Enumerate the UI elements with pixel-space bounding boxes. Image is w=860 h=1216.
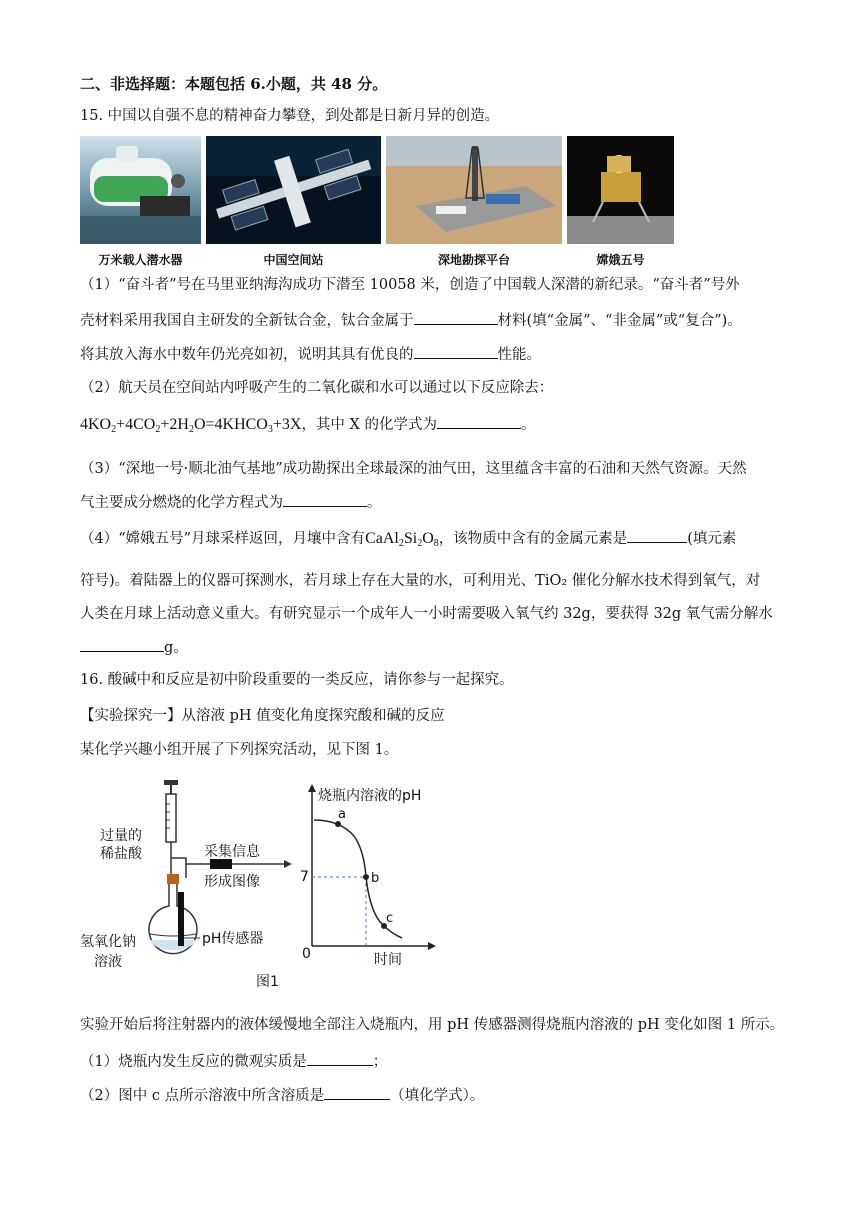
answer-blank-material[interactable] [414, 310, 498, 325]
q16-description: 实验开始后将注射器内的液体缓慢地全部注入烧瓶内，用 pH 传感器测得烧瓶内溶液的 pH 变化如图 1 所示。 [80, 1017, 785, 1033]
label-base-1: 氢氧化钠 [80, 934, 136, 950]
q16-stem: 16. 酸碱中和反应是初中阶段重要的一类反应，请你参与一起探究。 [80, 672, 514, 688]
label-acid-1: 过量的 [100, 828, 142, 844]
axis-y-label: 烧瓶内溶液的pH [318, 788, 422, 804]
q15-part1-line2: 壳材料采用我国自主研发的全新钛合金，钛合金属于 材料(填“金属”、“非金属”或“复合”)。 [80, 310, 742, 331]
answer-blank-water-mass[interactable] [80, 637, 164, 652]
q15-part2-line2: $4KO_2+4CO_2+2H_2O=4KHCO_3+3X$，其中 X 的化学式为 。 [80, 416, 536, 435]
label-acid-2: 稀盐酸 [100, 846, 142, 862]
q15-part3-line1: （3）“深地一号·顺北油气基地”成功勘探出全球最深的油气田，这里蕴含丰富的石油和天然气资源。天然 [80, 461, 747, 477]
answer-blank-micro-essence[interactable] [307, 1051, 373, 1066]
label-form-image: 形成图像 [204, 874, 260, 890]
axis-origin: 0 [302, 946, 311, 962]
label-point-a: a [338, 807, 346, 822]
q15-part4-line2: 符号)。着陆器上的仪器可探测水，若月球上存在大量的水，可利用光、TiO₂ 催化分解水技术得到氧气，对 [80, 573, 761, 589]
answer-blank-metal-elements[interactable] [627, 528, 687, 543]
point-b [363, 874, 369, 880]
photo-change5 [567, 136, 674, 244]
q15-part3-line2: 气主要成分燃烧的化学方程式为 。 [80, 492, 382, 513]
answer-blank-formula-x[interactable] [437, 414, 521, 429]
reaction-equation: $4KO_2+4CO_2+2H_2O=4KHCO_3+3X$ [80, 416, 302, 435]
label-base-2: 溶液 [94, 954, 122, 970]
photo-submersible [80, 136, 201, 244]
q15-part4-line4: g。 [80, 637, 188, 658]
caption-change5: 嫦娥五号 [596, 253, 645, 267]
caption-drilling-platform: 深地勘探平台 [437, 253, 510, 267]
flask-icon [149, 874, 197, 954]
answer-blank-property[interactable] [414, 344, 498, 359]
q15-stem: 15. 中国以自强不息的精神奋力攀登，到处都是日新月异的创造。 [80, 108, 500, 124]
q16-experiment-title: 【实验探究一】从溶液 pH 值变化角度探究酸和碱的反应 [80, 708, 445, 724]
q15-part1-line3: 将其放入海水中数年仍光亮如初，说明其具有优良的 性能。 [80, 344, 541, 365]
syringe-icon [164, 780, 178, 874]
label-point-b: b [371, 871, 380, 886]
q15-part4-line3: 人类在月球上活动意义重大。有研究显示一个成年人一小时需要吸入氧气约 32g，要获得 32g 氧气需分解水 [80, 606, 773, 622]
axis-tick-7: 7 [300, 869, 309, 885]
caption-space-station: 中国空间站 [263, 253, 324, 267]
q15-part2-line1: （2）航天员在空间站内呼吸产生的二氧化碳和水可以通过以下反应除去： [80, 380, 554, 396]
q16-intro: 某化学兴趣小组开展了下列探究活动，见下图 1。 [80, 742, 399, 758]
q15-part1-line1: （1）“奋斗者”号在马里亚纳海沟成功下潜至 10058 米，创造了中国载人深潜的新纪录。“奋斗者”号外 [80, 277, 740, 293]
label-ph-sensor: pH传感器 [202, 931, 264, 947]
label-collect: 采集信息 [204, 844, 260, 860]
answer-blank-combustion-equation[interactable] [283, 492, 367, 507]
data-logger-icon [210, 859, 232, 869]
q16-question2: （2）图中 c 点所示溶液中所含溶质是 （填化学式）。 [80, 1085, 484, 1106]
q16-question1: （1）烧瓶内发生反应的微观实质是 ； [80, 1051, 387, 1072]
caption-submersible: 万米载人潜水器 [98, 253, 183, 267]
photo-drilling-platform [386, 136, 562, 244]
section-title: 二、非选择题：本题包括 6.小题，共 48 分。 [80, 75, 388, 93]
label-point-c: c [386, 911, 394, 926]
photo-space-station [206, 136, 381, 244]
answer-blank-solutes[interactable] [324, 1085, 390, 1100]
q15-part4-line1: （4）“嫦娥五号”月球采样返回，月壤中含有$CaAl_2Si_2O_8$，该物质中含有的金属元素是 (填元素 [80, 530, 737, 549]
figure-1 [78, 780, 438, 1000]
axis-x-label: 时间 [374, 952, 402, 968]
mineral-formula: $CaAl_2Si_2O_8$ [365, 530, 439, 549]
figure-caption: 图1 [256, 974, 279, 990]
